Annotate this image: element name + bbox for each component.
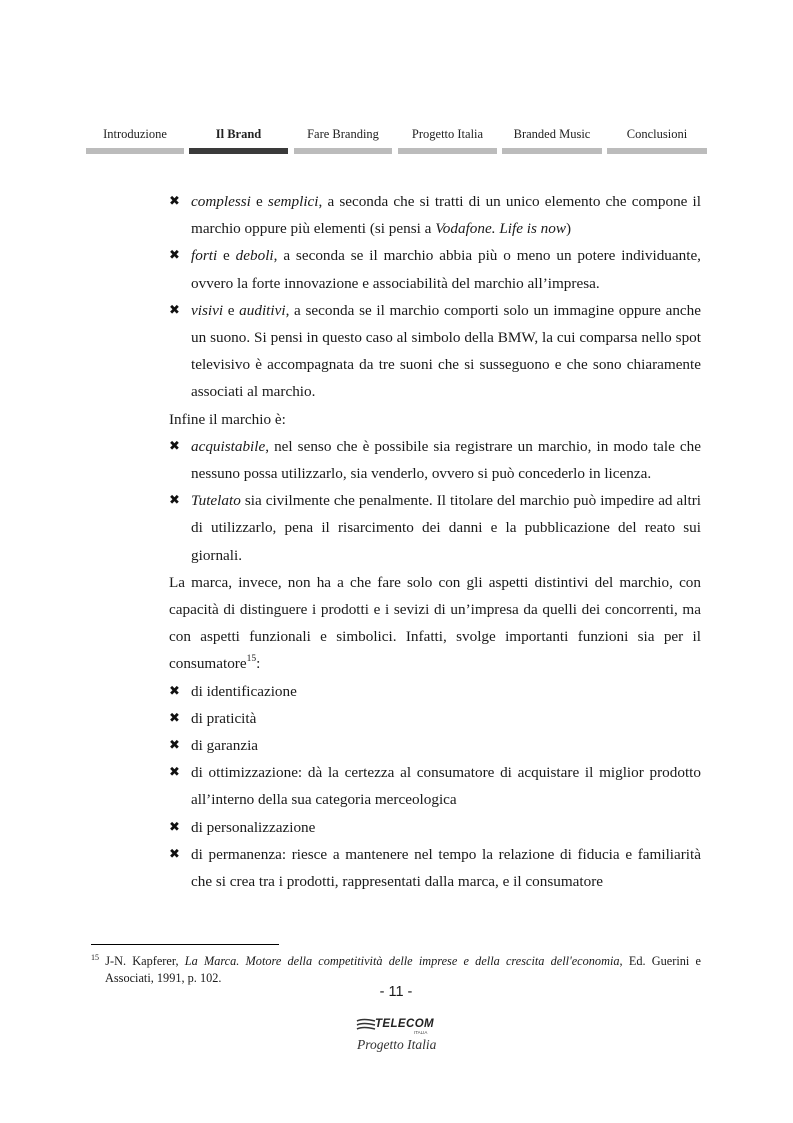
list-item: ✖ di identificazione — [169, 678, 701, 705]
list-item: ✖ di permanenza: riesce a mantenere nel tempo la relazione di fiducia e familiarità che si crea tra i prodotti, rappresentati dalla marca, e il consumatore — [169, 841, 701, 895]
x-bullet-icon: ✖ — [169, 683, 180, 699]
x-bullet-icon: ✖ — [169, 302, 180, 318]
term: auditivi — [239, 301, 286, 319]
tab-label: Introduzione — [103, 127, 167, 141]
term: semplici — [267, 193, 319, 210]
telecom-wave-icon — [356, 1018, 376, 1032]
tab-conclusioni[interactable] — [607, 127, 707, 155]
list-item: ✖ acquistabile, nel senso che è possibile sia registrare un marchio, in modo tale che nessuno possa utilizzarlo, sia venderlo, ovvero si può concederlo in licenza. — [169, 433, 701, 487]
telecom-progetto-italia-logo — [356, 1018, 438, 1058]
page-body — [169, 188, 701, 895]
tab-label: Fare Branding — [307, 127, 379, 141]
term: visivi — [191, 301, 224, 319]
logo-brand: TELECOM — [375, 1018, 435, 1030]
tab-introduzione[interactable] — [86, 127, 184, 155]
x-bullet-icon: ✖ — [169, 738, 180, 754]
tab-branded-music[interactable] — [502, 127, 602, 155]
logo-script: Progetto Italia — [357, 1037, 437, 1052]
tab-bar — [294, 148, 392, 154]
x-bullet-icon: ✖ — [169, 194, 180, 209]
x-bullet-icon: ✖ — [169, 819, 180, 835]
tab-fare-branding[interactable] — [294, 127, 392, 155]
mark-properties-list — [169, 433, 701, 569]
list-item: ✖ visivi e auditivi, a seconda se il marchio comporti solo un immagine oppure anche un suono. Si pensi in questo caso al simbolo della BMW, la cui comparsa nello spot televisivo è accompagnata da tre suoni che si susseguono e che sono chiaramente associati al marchio. — [169, 297, 701, 406]
tab-bar — [502, 148, 602, 154]
x-bullet-icon: ✖ — [169, 846, 180, 862]
term: Tutelato — [191, 492, 241, 510]
term: complessi — [191, 193, 251, 210]
example: Vodafone. Life is now — [435, 220, 566, 238]
list-item: ✖ Tutelato sia civilmente che penalmente. Il titolare del marchio può impedire ad altri di utilizzarlo, pena il risarcimento dei danni e la pubblicazione del reato sui giornali. — [169, 487, 701, 569]
x-bullet-icon: ✖ — [169, 248, 180, 264]
tab-bar — [86, 148, 184, 154]
x-bullet-icon: ✖ — [169, 438, 180, 454]
brand-functions-list — [169, 678, 701, 896]
footnote-number: 15 — [91, 953, 99, 962]
footnote-divider — [91, 944, 279, 945]
term: forti — [191, 247, 218, 265]
list-item: ✖ complessi e semplici, a seconda che si tratti di un unico elemento che compone il marchio oppure più elementi (si pensi a Vodafone. Life is now) — [169, 188, 701, 242]
page-number: - 11 - — [379, 984, 413, 1000]
footnote-ref[interactable]: 15 — [246, 654, 257, 665]
tab-bar — [398, 148, 497, 154]
x-bullet-icon: ✖ — [169, 710, 180, 726]
term: acquistabile — [191, 437, 266, 455]
tab-label: Il Brand — [215, 127, 262, 141]
x-bullet-icon: ✖ — [169, 493, 180, 509]
tab-bar-active — [189, 148, 288, 154]
tab-label: Branded Music — [513, 127, 591, 141]
list-item: ✖ di ottimizzazione: dà la certezza al consumatore di acquistare il miglior prodotto all’interno della sua categoria merceologica — [169, 759, 701, 813]
tab-progetto-italia[interactable] — [398, 127, 497, 155]
tab-label: Conclusioni — [626, 127, 688, 141]
term: deboli — [235, 247, 274, 265]
body-paragraph: La marca, invece, non ha a che fare solo con gli aspetti distintivi del marchio, con capacità di distinguere i prodotti e i sevizi di un’impresa da quelli dei concorrenti, ma con aspetti funzionali e simbolici. Infatti, svolge importanti funzioni sia per il consumatore$^{15}$: — [169, 573, 701, 673]
chapter-nav — [86, 127, 707, 157]
footnote: $^{15}$ J-N. Kapferer, La Marca. Motore della competitività delle imprese e della crescita dell'economia, Ed. Guerini e Associati, 1991, p. 102. — [91, 953, 701, 985]
mark-types-list — [169, 188, 701, 406]
tab-il-brand[interactable] — [189, 127, 288, 155]
list-item: ✖ di personalizzazione — [169, 814, 701, 841]
x-bullet-icon: ✖ — [169, 765, 180, 781]
logo-subbrand: ITALIA — [414, 1030, 428, 1035]
footnote-title: La Marca. Motore della competitività delle imprese e della crescita dell'economia — [184, 954, 620, 968]
list-item: ✖ di garanzia — [169, 732, 701, 759]
tab-label: Progetto Italia — [411, 127, 484, 141]
list-item: ✖ forti e deboli, a seconda se il marchio abbia più o meno un potere individuante, ovvero la forte innovazione e associabilità del marchio all’impresa. — [169, 242, 701, 296]
list-item: ✖ di praticità — [169, 705, 701, 732]
intro-line: Infine il marchio è: — [169, 410, 286, 428]
tab-bar — [607, 148, 707, 154]
